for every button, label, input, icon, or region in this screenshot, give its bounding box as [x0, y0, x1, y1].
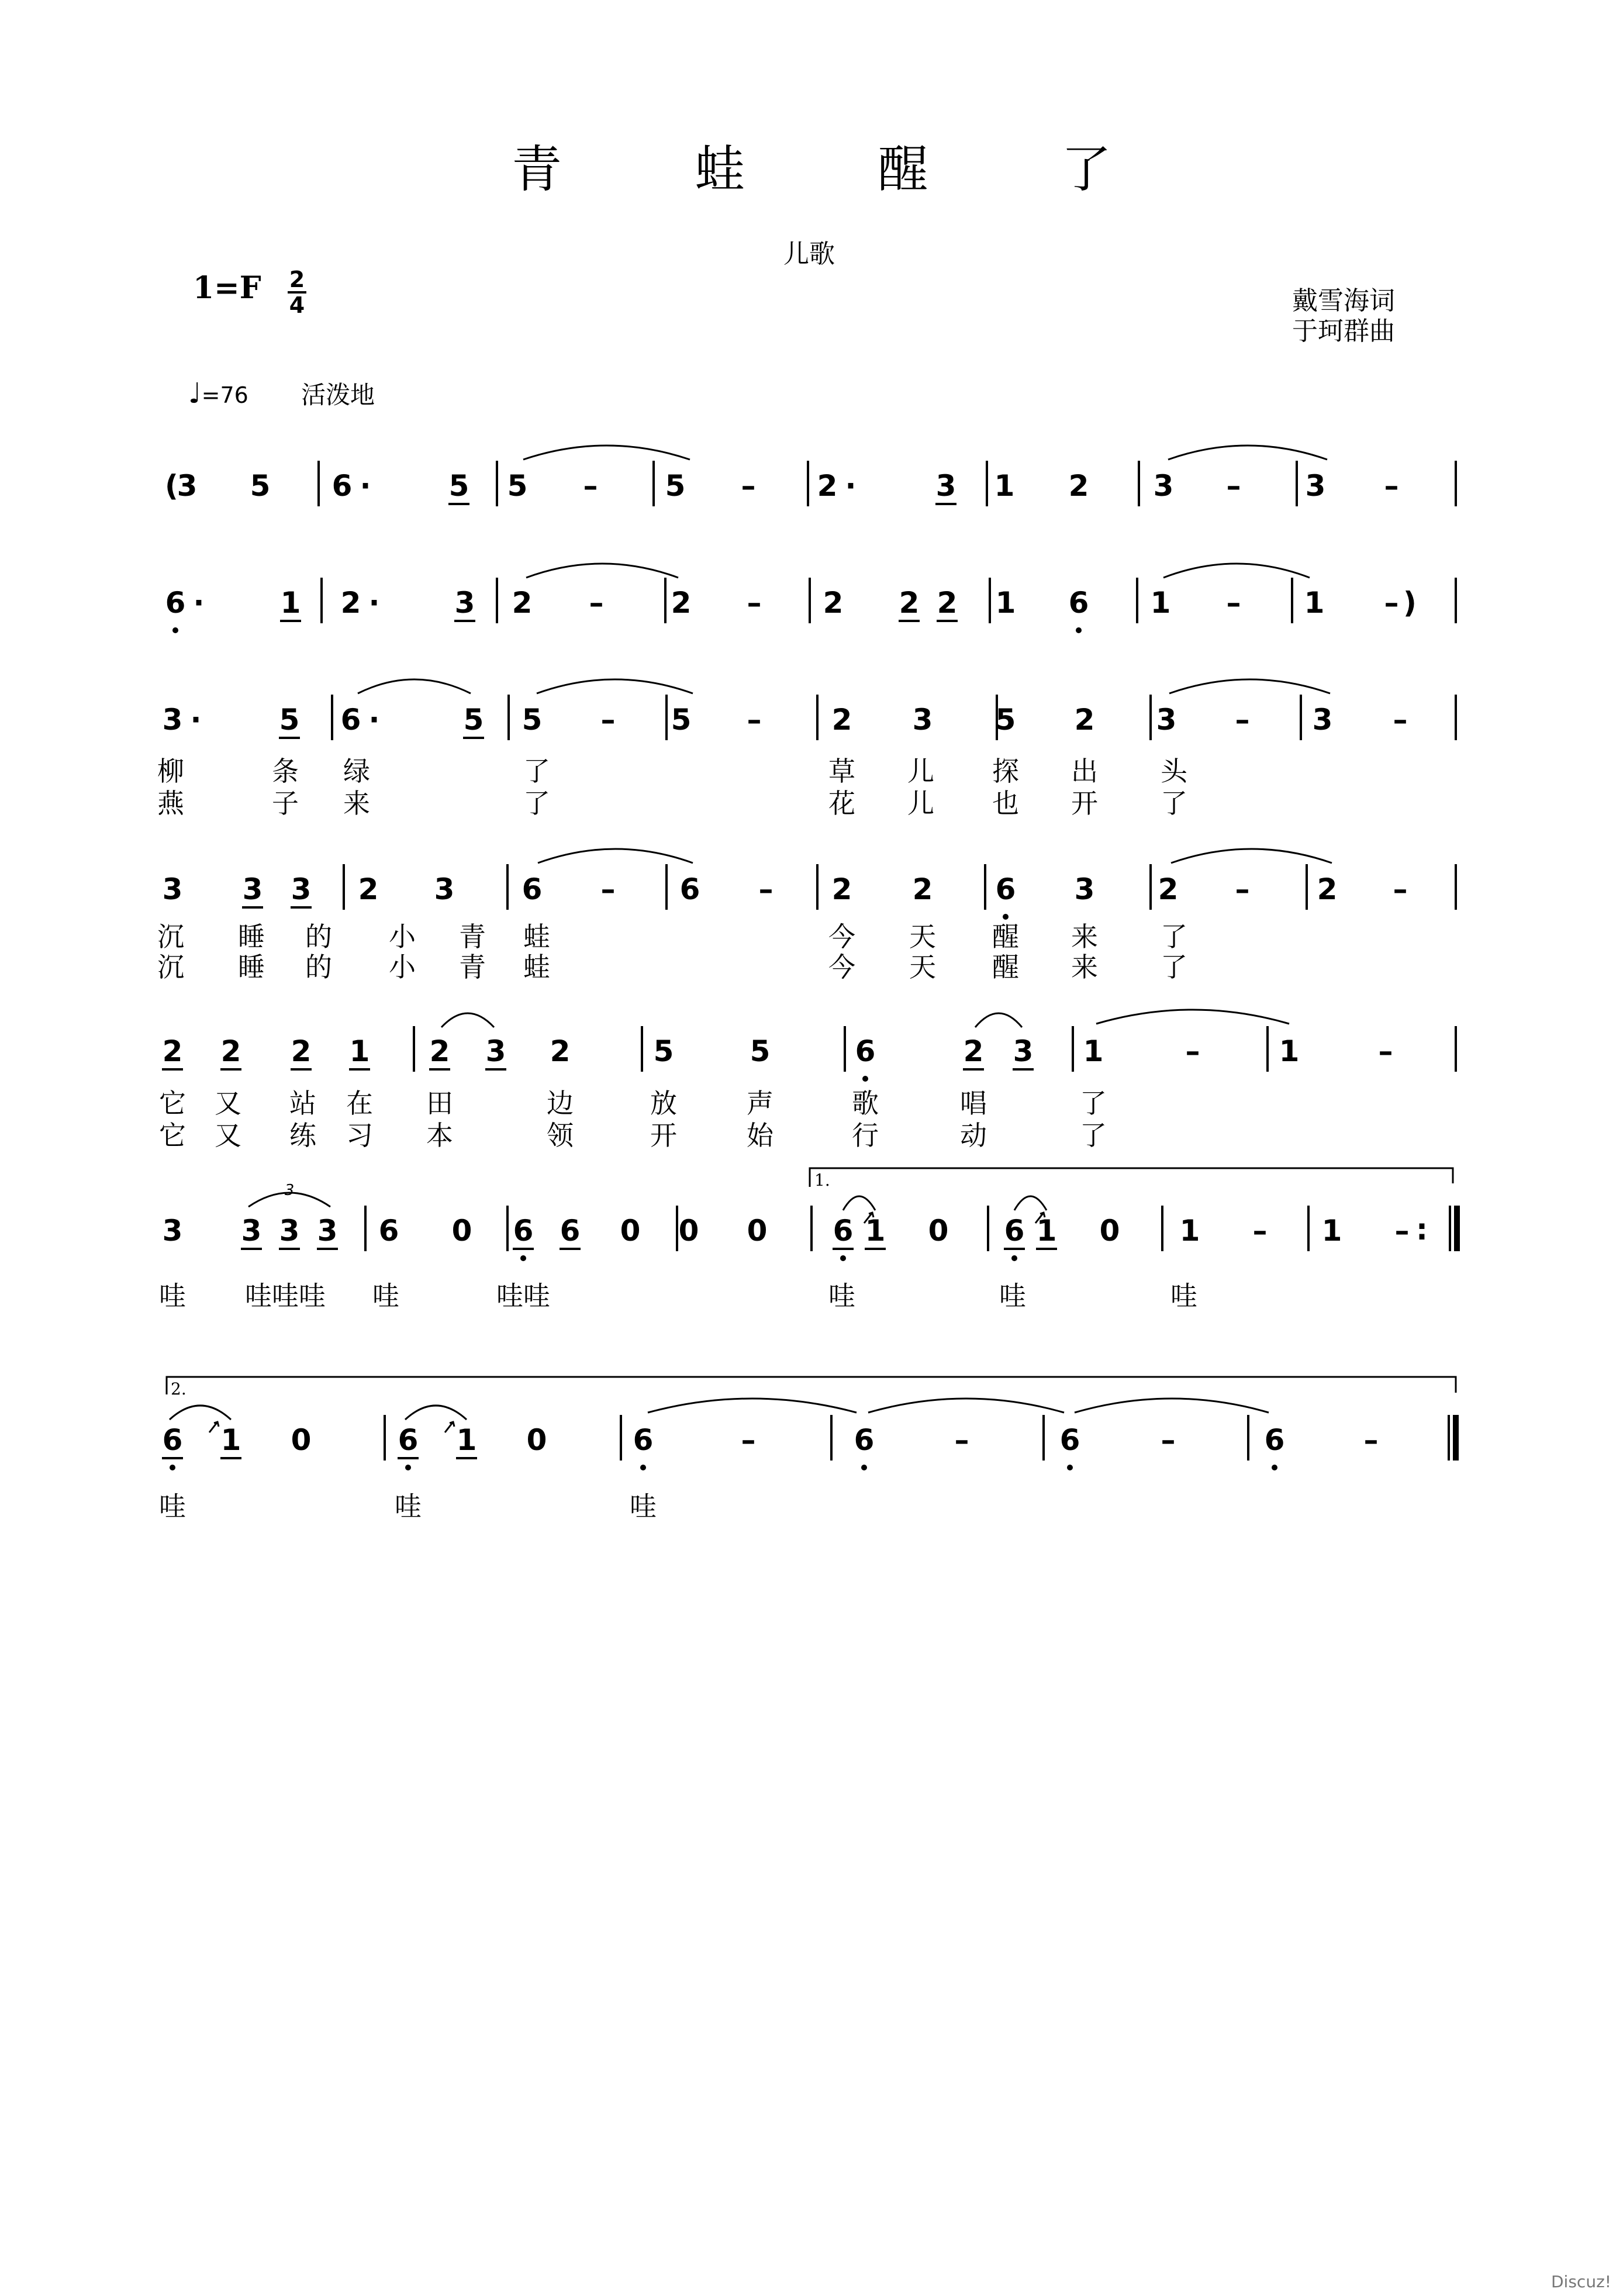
sys4-note: 2: [358, 872, 379, 906]
slur: [648, 1399, 857, 1413]
sys5-note: 6: [855, 1034, 876, 1068]
sys1-note: 2: [817, 469, 838, 503]
sys6-note: 0: [1099, 1214, 1120, 1248]
lyric-verse2: 行: [852, 1120, 879, 1151]
volta-bracket-1: [810, 1168, 1453, 1187]
lyric-verse1: 它: [159, 1087, 186, 1119]
sys1-note: ·: [360, 469, 371, 503]
lyric-verse1: 儿: [907, 755, 934, 787]
sys2-note: 1: [995, 586, 1016, 620]
lyricist: 戴雪海词: [1292, 286, 1395, 316]
sys3-note: ·: [368, 703, 380, 737]
sys1-note: –: [741, 469, 756, 503]
time-signature-bottom: 4: [289, 292, 305, 318]
lyric-verse1: 放: [650, 1087, 677, 1119]
sys6-note: 3: [241, 1214, 262, 1248]
sys6-note: 6: [560, 1214, 581, 1248]
lyric-wa: 哇: [1170, 1280, 1197, 1311]
sys6-note: 0: [678, 1214, 699, 1248]
quarter-note-icon: ♩: [188, 377, 202, 410]
sys6-note: 0: [620, 1214, 641, 1248]
lyric-verse1: 天: [909, 921, 936, 952]
sys1-note: –: [1384, 469, 1399, 503]
sys1-note: 5: [250, 469, 271, 503]
sys4-note: 6: [995, 872, 1016, 906]
sys6-note: 6: [1004, 1214, 1025, 1248]
sys7-note: 1: [220, 1423, 241, 1457]
paren: ): [1403, 586, 1417, 620]
sys1-note: 3: [1153, 469, 1174, 503]
lyric-verse1: 唱: [960, 1087, 987, 1119]
volta-label-2: 2.: [171, 1379, 187, 1399]
lyric-verse1: 边: [547, 1087, 574, 1119]
sys3-note: 3: [162, 703, 183, 737]
sys3-note: 2: [1074, 703, 1095, 737]
lyric-verse1: 了: [1080, 1087, 1107, 1119]
sys3-note: –: [747, 703, 762, 737]
sys4-note: –: [758, 872, 773, 906]
sys5-note: 1: [349, 1034, 370, 1068]
octave-dot: [170, 1465, 175, 1470]
lyric-verse1: 了: [523, 755, 550, 787]
lyric-wa: 哇: [159, 1490, 186, 1522]
sys2-note: 3: [454, 586, 475, 620]
sys5-note: 5: [653, 1034, 674, 1068]
sys2-note: 2: [899, 586, 920, 620]
lyric-verse2: 儿: [907, 788, 934, 819]
octave-dot: [862, 1076, 868, 1082]
octave-dot: [1011, 1255, 1017, 1261]
sys5-note: 2: [963, 1034, 984, 1068]
lyric-wa: 哇: [828, 1280, 855, 1311]
sys4-note: 3: [434, 872, 455, 906]
sys2-note: 2: [512, 586, 533, 620]
lyric-verse1: 在: [346, 1087, 373, 1119]
sys1-note: –: [583, 469, 598, 503]
sys2-note: 2: [823, 586, 844, 620]
sys3-note: –: [1393, 703, 1408, 737]
sys5-note: 3: [485, 1034, 506, 1068]
sys1-note: 6: [331, 469, 353, 503]
octave-dot: [1272, 1465, 1277, 1470]
lyric-verse2: 今: [828, 951, 855, 983]
slur: [1171, 849, 1332, 863]
time-signature-top: 2: [289, 267, 305, 292]
lyric-wa: 哇: [630, 1490, 657, 1522]
lyric-verse1: 了: [1161, 921, 1187, 952]
repeat-dots: :: [1416, 1213, 1428, 1247]
paren: (: [165, 469, 178, 503]
sys1-note: –: [1226, 469, 1241, 503]
lyric-wa: 哇哇: [496, 1280, 550, 1311]
slur: [843, 1196, 875, 1210]
song-title: 青 蛙 醒 了: [511, 140, 1170, 199]
composer: 于珂群曲: [1292, 316, 1395, 346]
sys6-note: 0: [451, 1214, 472, 1248]
lyric-verse1: 出: [1071, 755, 1098, 787]
lyric-verse2: 开: [1071, 788, 1098, 819]
sys3-note: 5: [995, 703, 1016, 737]
sys3-note: –: [600, 703, 616, 737]
sys7-note: 0: [526, 1423, 547, 1457]
sys3-note: 5: [671, 703, 692, 737]
lyric-verse1: 小: [389, 921, 416, 952]
sys3-note: 3: [912, 703, 933, 737]
sys5-note: 3: [1013, 1034, 1034, 1068]
sys5-note: 1: [1279, 1034, 1300, 1068]
key-signature: 1=F: [193, 270, 261, 306]
sys4-note: 3: [162, 872, 183, 906]
sys7-note: 0: [291, 1423, 312, 1457]
sys4-note: –: [1393, 872, 1408, 906]
sys3-note: 3: [1312, 703, 1333, 737]
sys4-note: 3: [291, 872, 312, 906]
sys5-note: 2: [291, 1034, 312, 1068]
volta-label-1: 1.: [814, 1171, 830, 1190]
octave-dot: [520, 1255, 526, 1261]
octave-dot: [1003, 914, 1009, 920]
lyric-wa: 哇: [999, 1280, 1026, 1311]
lyric-verse1: 睡: [238, 921, 265, 952]
sys5-note: 5: [750, 1034, 771, 1068]
lyric-verse2: 燕: [157, 788, 184, 819]
slur: [523, 446, 690, 460]
sys5-note: 2: [550, 1034, 571, 1068]
sys2-note: –: [1384, 586, 1399, 620]
lyric-verse1: 绿: [343, 755, 370, 787]
lyric-verse2: 领: [547, 1120, 574, 1151]
lyric-verse2: 了: [1161, 951, 1187, 983]
sys1-note: 2: [1068, 469, 1089, 503]
sys6-note: 1: [865, 1214, 886, 1248]
sys5-note: –: [1378, 1034, 1393, 1068]
sys3-note: –: [1235, 703, 1250, 737]
tempo-value: =76: [201, 382, 248, 408]
watermark: Discuz!: [1551, 2272, 1611, 2291]
slur: [1163, 564, 1310, 578]
glissando-arrow: [445, 1422, 454, 1432]
lyric-verse1: 青: [459, 921, 486, 952]
lyric-verse1: 的: [305, 921, 332, 952]
lyric-verse2: 子: [272, 788, 299, 819]
sys5-note: 2: [220, 1034, 241, 1068]
lyric-verse1: 声: [747, 1087, 773, 1119]
sys6-note: –: [1394, 1214, 1410, 1248]
lyric-verse2: 它: [159, 1120, 186, 1151]
lyric-verse2: 天: [909, 951, 936, 983]
sys7-note: –: [1161, 1423, 1176, 1457]
sys3-note: 2: [831, 703, 852, 737]
sys3-note: 5: [279, 703, 300, 737]
volta-bracket-2: [167, 1377, 1456, 1394]
sys1-note: 3: [1305, 469, 1326, 503]
sys2-note: –: [589, 586, 604, 620]
sys7-note: 6: [633, 1423, 654, 1457]
sys3-note: 3: [1156, 703, 1177, 737]
sys5-note: 1: [1083, 1034, 1104, 1068]
sys7-note: 6: [1264, 1423, 1285, 1457]
sys2-note: 2: [671, 586, 692, 620]
lyric-verse2: 动: [960, 1120, 987, 1151]
octave-dot: [172, 627, 178, 633]
sys4-note: 2: [1158, 872, 1179, 906]
sys3-note: 5: [522, 703, 543, 737]
octave-dot: [861, 1465, 867, 1470]
sys2-note: 1: [1150, 586, 1171, 620]
lyric-verse1: 条: [272, 755, 299, 787]
sys7-note: –: [1363, 1423, 1379, 1457]
lyric-verse2: 了: [1080, 1120, 1107, 1151]
sys1-note: 5: [507, 469, 528, 503]
slur: [537, 679, 693, 693]
sys4-note: –: [600, 872, 616, 906]
sys2-note: –: [747, 586, 762, 620]
sys4-note: 2: [1317, 872, 1338, 906]
slur: [975, 1013, 1022, 1027]
sys6-note: 0: [928, 1214, 949, 1248]
sys2-note: –: [1226, 586, 1241, 620]
sys6-note: 6: [833, 1214, 854, 1248]
slur: [1169, 679, 1330, 693]
sys2-note: ·: [193, 586, 205, 620]
sys2-note: ·: [368, 586, 380, 620]
octave-dot: [405, 1465, 411, 1470]
slur: [1096, 1010, 1289, 1024]
lyric-verse1: 柳: [157, 755, 184, 787]
octave-dot: [840, 1255, 846, 1261]
lyric-verse1: 今: [828, 921, 855, 952]
sys7-note: 6: [162, 1423, 183, 1457]
sys7-note: 6: [1059, 1423, 1080, 1457]
lyric-verse1: 歌: [852, 1087, 879, 1119]
lyric-verse2: 蛙: [523, 951, 550, 983]
lyric-verse1: 醒: [992, 921, 1019, 952]
lyric-verse2: 睡: [238, 951, 265, 983]
sys2-note: 6: [165, 586, 186, 620]
lyric-verse1: 草: [828, 755, 855, 787]
sys3-note: 5: [463, 703, 484, 737]
lyric-verse2: 始: [747, 1120, 773, 1151]
lyric-wa: 哇哇哇: [245, 1280, 326, 1311]
lyric-verse2: 的: [305, 951, 332, 983]
sys5-note: 2: [429, 1034, 450, 1068]
slur: [170, 1406, 231, 1420]
glissando-arrow: [209, 1422, 219, 1432]
slur: [405, 1406, 467, 1420]
genre-label: 儿歌: [783, 239, 835, 269]
sys6-note: –: [1252, 1214, 1268, 1248]
sys3-note: ·: [190, 703, 202, 737]
sys1-note: 3: [177, 469, 198, 503]
lyric-verse2: 本: [426, 1120, 453, 1151]
lyric-verse2: 习: [346, 1120, 373, 1151]
sys5-note: –: [1185, 1034, 1200, 1068]
sys1-note: 3: [935, 469, 956, 503]
lyric-verse2: 来: [1071, 951, 1098, 983]
sys6-note: 1: [1321, 1214, 1342, 1248]
lyric-verse2: 青: [459, 951, 486, 983]
sys6-note: 3: [162, 1214, 183, 1248]
sys4-note: 6: [679, 872, 700, 906]
sys3-note: 6: [340, 703, 361, 737]
octave-dot: [1076, 627, 1082, 633]
sys2-note: 1: [280, 586, 301, 620]
lyric-verse1: 探: [992, 755, 1019, 787]
lyric-verse2: 来: [343, 788, 370, 819]
sys7-note: 6: [854, 1423, 875, 1457]
sys7-note: 6: [398, 1423, 419, 1457]
lyric-wa: 哇: [159, 1280, 186, 1311]
lyric-verse2: 沉: [157, 951, 184, 983]
sys2-note: 1: [1304, 586, 1325, 620]
sys6-note: 3: [317, 1214, 338, 1248]
octave-dot: [640, 1465, 646, 1470]
lyric-verse1: 沉: [157, 921, 184, 952]
sys6-note: 1: [1036, 1214, 1057, 1248]
lyric-verse2: 小: [389, 951, 416, 983]
lyric-verse2: 也: [992, 788, 1019, 819]
lyric-wa: 哇: [372, 1280, 399, 1311]
slur: [1168, 446, 1327, 460]
lyric-verse2: 开: [650, 1120, 677, 1151]
sys4-note: 6: [522, 872, 543, 906]
slur: [1014, 1196, 1047, 1210]
lyric-verse1: 田: [426, 1087, 453, 1119]
slur: [1075, 1399, 1269, 1413]
sys1-note: 5: [665, 469, 686, 503]
sys7-note: –: [741, 1423, 756, 1457]
lyric-verse1: 来: [1071, 921, 1098, 952]
slur: [538, 849, 693, 863]
slur: [868, 1399, 1064, 1413]
sys1-note: 5: [448, 469, 469, 503]
slur: [358, 679, 471, 693]
sys4-note: 3: [242, 872, 263, 906]
octave-dot: [1067, 1465, 1073, 1470]
slur: [441, 1013, 494, 1027]
sys2-note: 2: [937, 586, 958, 620]
sys6-note: 3: [279, 1214, 300, 1248]
expression-marking: 活泼地: [301, 381, 375, 409]
lyric-verse2: 又: [215, 1120, 241, 1151]
lyric-verse2: 花: [828, 788, 855, 819]
lyric-verse1: 又: [215, 1087, 241, 1119]
lyric-verse1: 蛙: [523, 921, 550, 952]
lyric-verse2: 了: [523, 788, 550, 819]
sys4-note: –: [1235, 872, 1250, 906]
lyric-verse2: 醒: [992, 951, 1019, 983]
lyric-verse2: 了: [1161, 788, 1187, 819]
sys7-note: –: [954, 1423, 969, 1457]
lyric-verse1: 站: [289, 1087, 316, 1119]
sys6-note: 1: [1179, 1214, 1200, 1248]
sys7-note: 1: [456, 1423, 477, 1457]
sys4-note: 2: [831, 872, 852, 906]
sys6-note: 0: [747, 1214, 768, 1248]
sys2-note: 6: [1068, 586, 1089, 620]
sys1-note: ·: [845, 469, 857, 503]
lyric-verse1: 头: [1161, 755, 1187, 787]
sys1-note: 1: [994, 469, 1015, 503]
sys6-note: 6: [513, 1214, 534, 1248]
sys5-note: 2: [162, 1034, 183, 1068]
sys4-note: 2: [912, 872, 933, 906]
sys4-note: 3: [1074, 872, 1095, 906]
sys6-note: 6: [378, 1214, 399, 1248]
lyric-wa: 哇: [395, 1490, 422, 1522]
lyric-verse2: 练: [289, 1120, 316, 1151]
sys2-note: 2: [340, 586, 361, 620]
tuplet-number: 3: [284, 1182, 295, 1199]
slur: [526, 564, 678, 578]
